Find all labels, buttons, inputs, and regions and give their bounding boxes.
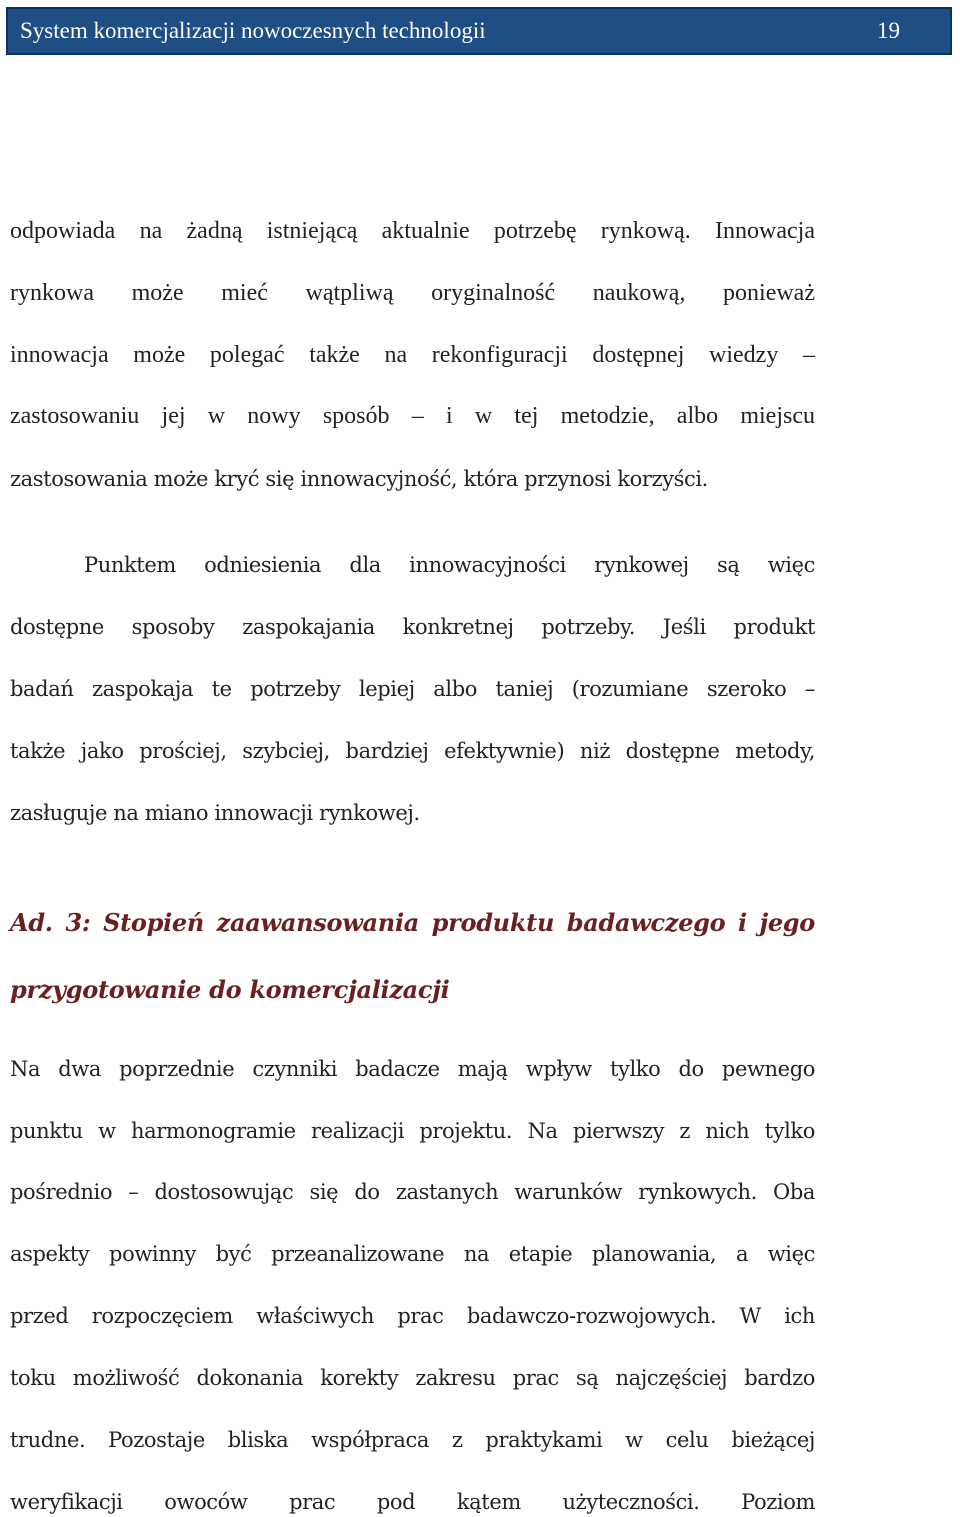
paragraph-2-line: badań zaspokaja te potrzeby lepiej albo taniej (rozumiane szeroko –	[10, 677, 815, 701]
paragraph-1-line: zastosowaniu jej w nowy sposób – i w tej metodzie, albo miejscu	[10, 403, 815, 429]
paragraph-2-line: dostępne sposoby zaspokajania konkretnej potrzeby. Jeśli produkt	[10, 615, 815, 639]
document-title: System komercjalizacji nowoczesnych technologii	[20, 18, 486, 43]
paragraph-1-line: zastosowania może kryć się innowacyjność, która przynosi korzyści.	[10, 467, 708, 491]
paragraph-1-line: rynkowa może mieć wątpliwą oryginalność naukową, ponieważ	[10, 280, 815, 306]
paragraph-3-line: punktu w harmonogramie realizacji projektu. Na pierwszy z nich tylko	[10, 1119, 815, 1143]
section-heading: Ad. 3: Stopień zaawansowania produktu badawczego i jego	[10, 908, 815, 937]
paragraph-3-line: aspekty powinny być przeanalizowane na etapie planowania, a więc	[10, 1242, 815, 1266]
paragraph-1-line: odpowiada na żadną istniejącą aktualnie potrzebę rynkową. Innowacja	[10, 218, 815, 244]
paragraph-2-line: zasługuje na miano innowacji rynkowej.	[10, 801, 420, 825]
paragraph-2-line: Punktem odniesienia dla innowacyjności rynkowej są więc	[84, 553, 815, 577]
paragraph-1-line: innowacja może polegać także na rekonfiguracji dostępnej wiedzy –	[10, 342, 815, 368]
paragraph-3-line: weryfikacji owoców prac pod kątem użyteczności. Poziom	[10, 1490, 815, 1514]
paragraph-3-line: trudne. Pozostaje bliska współpraca z praktykami w celu bieżącej	[10, 1428, 815, 1452]
paragraph-3-line: pośrednio – dostosowując się do zastanych warunków rynkowych. Oba	[10, 1180, 815, 1204]
paragraph-3-line: przed rozpoczęciem właściwych prac badawczo-rozwojowych. W ich	[10, 1304, 815, 1328]
paragraph-3-line: Na dwa poprzednie czynniki badacze mają wpływ tylko do pewnego	[10, 1057, 815, 1081]
page-header	[6, 7, 952, 55]
paragraph-2-line: także jako prościej, szybciej, bardziej efektywnie) niż dostępne metody,	[10, 739, 815, 763]
section-heading: przygotowanie do komercjalizacji	[10, 975, 450, 1004]
page-number: 19	[877, 18, 900, 43]
paragraph-3-line: toku możliwość dokonania korekty zakresu prac są najczęściej bardzo	[10, 1366, 815, 1390]
